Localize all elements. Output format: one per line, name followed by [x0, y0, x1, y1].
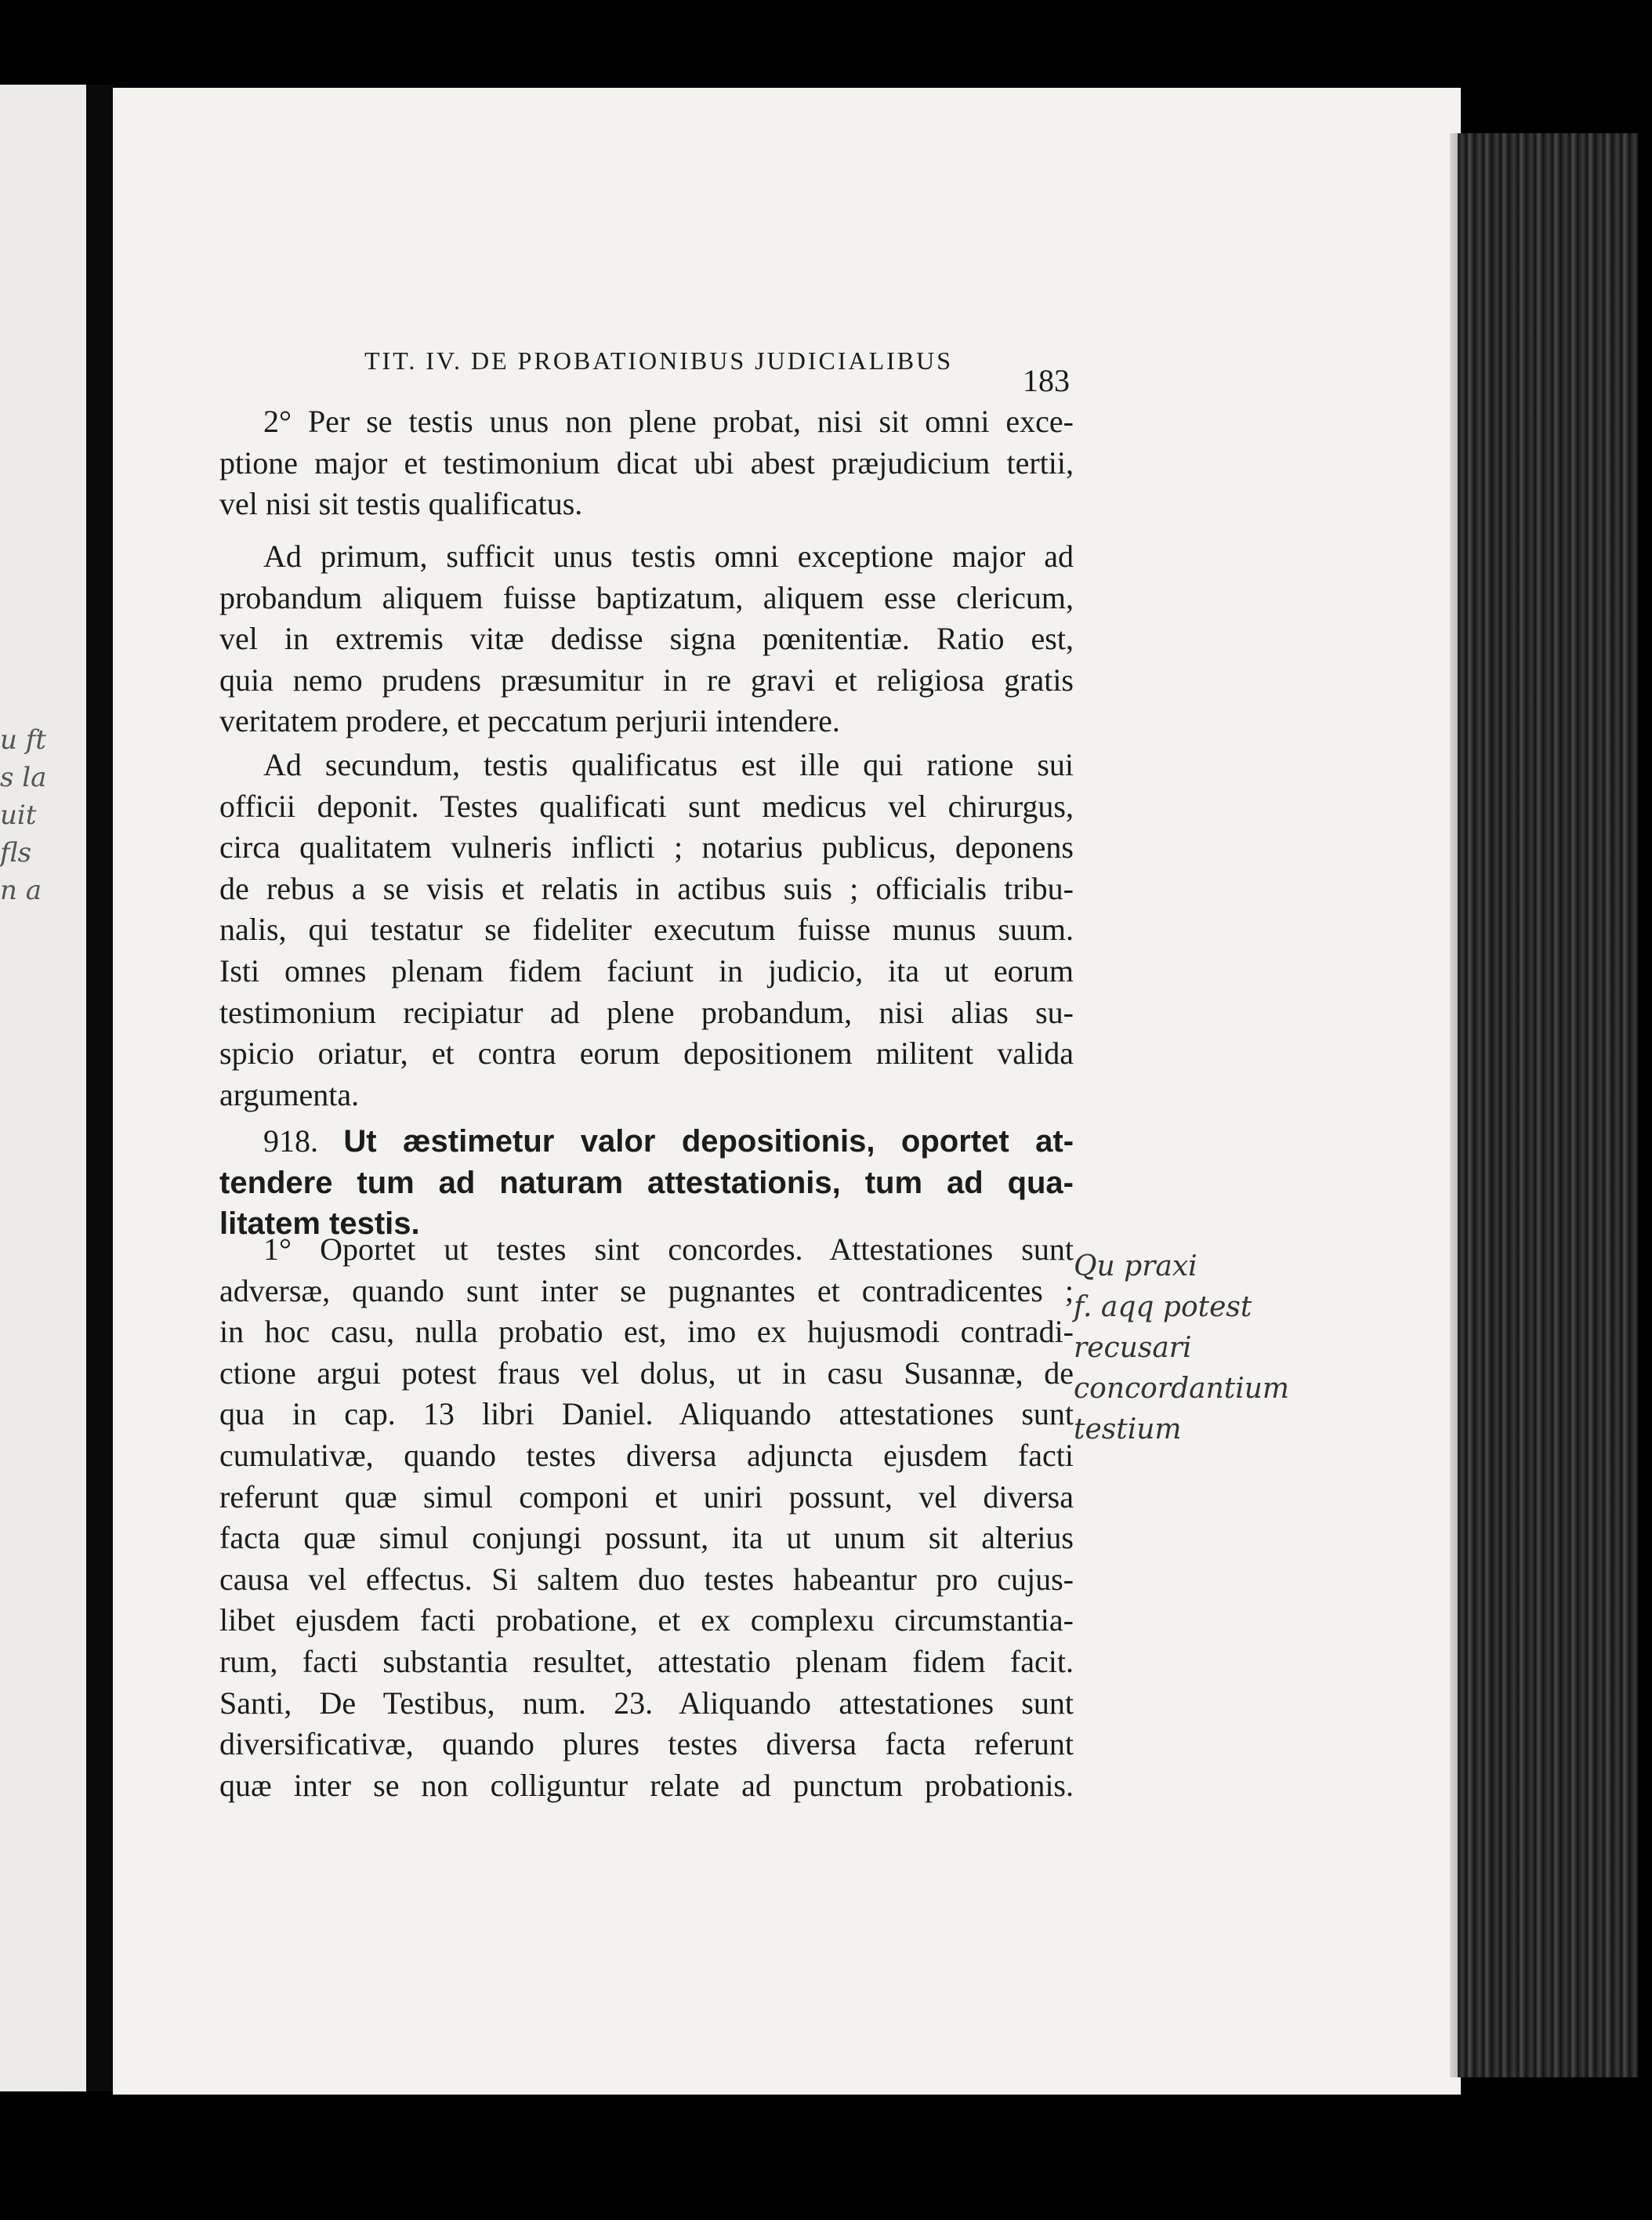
paragraph-ad-secundum: [219, 745, 1074, 1115]
text-line: ptione major et testimonium dicat ubi abest præjudicium tertii,: [219, 444, 1074, 481]
text-line: Santi, De Testibus, num. 23. Aliquando attestationes sunt: [219, 1685, 1074, 1721]
text-line: adversæ, quando sunt inter se pugnantes et contradicentes ;: [219, 1272, 1074, 1308]
text-line: referunt quæ simul componi et uniri possunt, vel diversa: [219, 1478, 1074, 1514]
text-line: nalis, qui testatur se fideliter executum fuisse munus suum.: [219, 912, 1074, 948]
text-line: ctione argui potest fraus vel dolus, ut in casu Susannæ, de: [219, 1355, 1074, 1391]
facing-page-marginalia: u ft s la uit fls n a: [0, 724, 47, 906]
page-number: 183: [1023, 363, 1070, 398]
text-line: qua in cap. 13 libri Daniel. Aliquando attestationes sunt: [219, 1396, 1074, 1432]
bold-heading-text: tendere tum ad naturam attestationis, tum ad qua-: [219, 1165, 1074, 1200]
text-line: diversificativæ, quando plures testes diversa facta referunt: [219, 1726, 1074, 1762]
text-line: argumenta.: [219, 1076, 360, 1112]
section-number: 918.: [263, 1123, 318, 1159]
handwritten-marginalia: Qu praxi f. aqq potest recusari concordantium testium: [1074, 1250, 1290, 1446]
text-line: circa qualitatem vulneris inflicti ; notarius publicus, deponens: [219, 829, 1074, 865]
text-line: officii deponit. Testes qualificati sunt medicus vel chirurgus,: [219, 788, 1074, 824]
book-fore-edge: [1458, 133, 1638, 2077]
text-line: Ad primum, sufficit unus testis omni exceptione major ad: [263, 539, 1074, 574]
facing-page-edge: [0, 85, 86, 2091]
text-line: causa vel effectus. Si saltem duo testes habeantur pro cujus-: [219, 1561, 1074, 1597]
paragraph-per-se-testis: [219, 401, 1074, 525]
gutter-shadow: [86, 85, 113, 2091]
paragraph-oportet-concordes: [219, 1229, 1074, 1806]
bold-heading-text: Ut æstimetur valor depositionis, oportet at-: [343, 1124, 1074, 1159]
text-line: quia nemo prudens præsumitur in re gravi et religiosa gratis: [219, 662, 1074, 698]
text-line: de rebus a se visis et relatis in actibus suis ; officialis tribu-: [219, 870, 1074, 906]
text-line: vel nisi sit testis qualificatus.: [219, 486, 583, 522]
text-line: testimonium recipiatur ad plene probandum, nisi alias su-: [219, 994, 1074, 1030]
bold-heading-text: litatem testis.: [219, 1206, 420, 1242]
text-line: Ad secundum, testis qualificatus est ille qui ratione sui: [263, 747, 1074, 782]
running-header: TIT. IV. DE PROBATIONIBUS JUDICIALIBUS: [364, 346, 954, 375]
text-line: 2° Per se testis unus non plene probat, nisi sit omni exce-: [263, 404, 1074, 439]
text-line: in hoc casu, nulla probatio est, imo ex hujusmodi contradi-: [219, 1314, 1074, 1350]
text-line: rum, facti substantia resultet, attestatio plenam fidem facit.: [219, 1643, 1074, 1679]
text-line: 1° Oportet ut testes sint concordes. Attestationes sunt: [263, 1232, 1074, 1267]
text-line: spicio oriatur, et contra eorum depositionem militent valida: [219, 1036, 1074, 1072]
text-line: veritatem prodere, et peccatum perjurii intendere.: [219, 703, 840, 739]
text-line: vel in extremis vitæ dedisse signa pœnitentiæ. Ratio est,: [219, 621, 1074, 657]
paragraph-918-heading: [219, 1121, 1074, 1245]
text-line: libet ejusdem facti probatione, et ex complexu circumstantia-: [219, 1602, 1074, 1638]
text-line: cumulativæ, quando testes diversa adjuncta ejusdem facti: [219, 1437, 1074, 1473]
text-line: facta quæ simul conjungi possunt, ita ut unum sit alterius: [219, 1520, 1074, 1556]
paragraph-ad-primum: [219, 536, 1074, 742]
text-line: probandum aliquem fuisse baptizatum, aliquem esse clericum,: [219, 579, 1074, 615]
text-line: [219, 1121, 1074, 1163]
text-line: Isti omnes plenam fidem faciunt in judicio, ita ut eorum: [219, 952, 1074, 988]
text-line: quæ inter se non colliguntur relate ad punctum probationis.: [219, 1767, 1074, 1803]
